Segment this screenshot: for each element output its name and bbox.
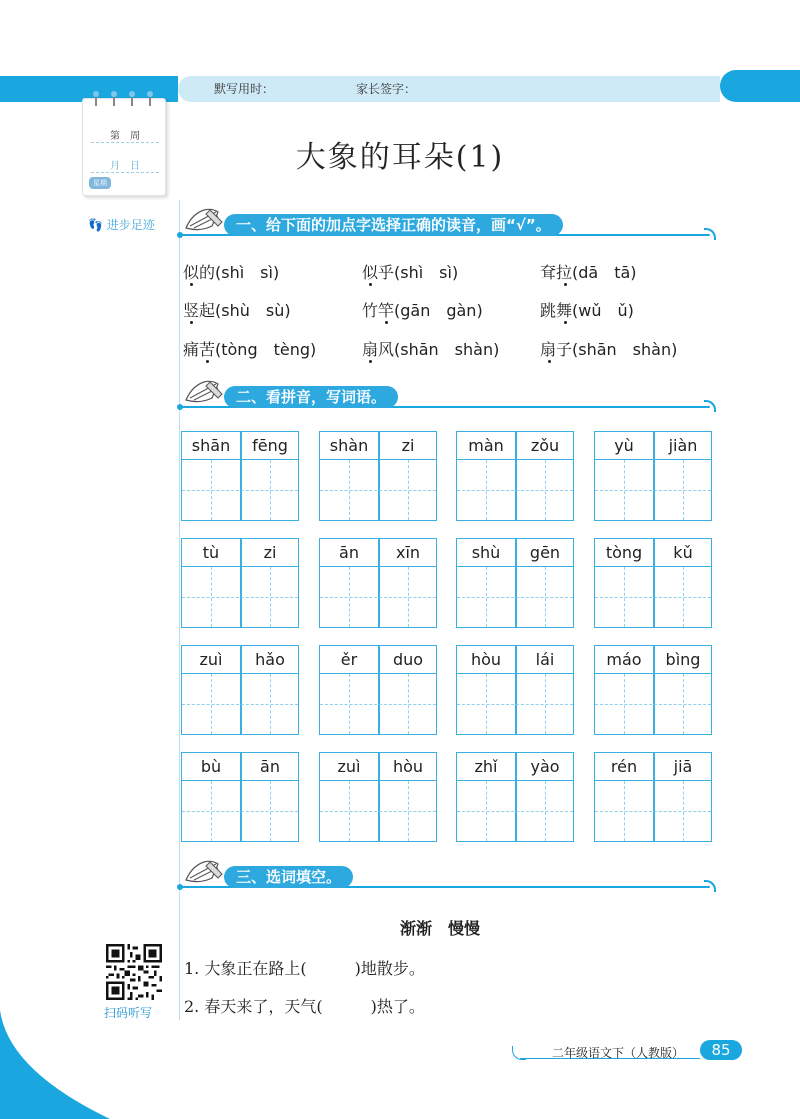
calendar-ring-icon bbox=[93, 91, 101, 107]
grid-guide bbox=[683, 460, 684, 520]
grid-guide bbox=[182, 811, 298, 812]
pronunciation-item: 竹竿(gān gàn) bbox=[362, 301, 483, 320]
writing-grid[interactable] bbox=[320, 460, 436, 520]
grid-guide bbox=[624, 460, 625, 520]
pinyin-box bbox=[456, 431, 574, 521]
grid-guide bbox=[270, 781, 271, 841]
pinyin-syllable: máo bbox=[606, 650, 642, 669]
dictation-time-label: 默写用时： bbox=[214, 82, 275, 96]
grid-guide bbox=[486, 567, 487, 627]
pinyin-syllable: yù bbox=[614, 436, 634, 455]
pinyin-syllable: ān bbox=[260, 757, 280, 776]
calendar-ring-icon bbox=[111, 91, 119, 107]
grid-guide bbox=[408, 460, 409, 520]
writing-grid[interactable] bbox=[595, 567, 711, 627]
calendar-ring-icon bbox=[129, 91, 137, 107]
emphasis-dot bbox=[190, 321, 193, 324]
pinyin-box bbox=[319, 752, 437, 842]
grid-guide bbox=[349, 567, 350, 627]
pronunciation-item: 痛苦(tòng tèng) bbox=[183, 340, 317, 359]
writing-grid[interactable] bbox=[320, 674, 436, 734]
pinyin-syllable: rén bbox=[610, 757, 638, 776]
progress-footsteps bbox=[88, 216, 155, 233]
pinyin-row bbox=[595, 646, 711, 674]
pinyin-syllable: shù bbox=[471, 543, 501, 562]
pinyin-syllable: zi bbox=[401, 436, 415, 455]
grid-guide bbox=[595, 490, 711, 491]
pronunciation-item: 扇子(shān shàn) bbox=[540, 340, 678, 359]
pinyin-syllable: zi bbox=[263, 543, 277, 562]
pinyin-syllable: bù bbox=[200, 757, 222, 776]
emphasis-dot bbox=[564, 283, 567, 286]
pinyin-box bbox=[456, 645, 574, 735]
pinyin-syllable: shān bbox=[191, 436, 231, 455]
grid-guide bbox=[545, 567, 546, 627]
pinyin-syllable: zuì bbox=[337, 757, 361, 776]
pinyin-syllable: fēng bbox=[252, 436, 288, 455]
grid-guide bbox=[270, 460, 271, 520]
pinyin-syllable: duo bbox=[392, 650, 424, 669]
grid-guide bbox=[320, 490, 436, 491]
pencil-icon bbox=[182, 858, 226, 888]
top-bar-right bbox=[720, 70, 800, 102]
pinyin-syllable: zuì bbox=[199, 650, 223, 669]
grid-guide bbox=[349, 460, 350, 520]
grid-guide bbox=[182, 597, 298, 598]
pinyin-syllable: gēn bbox=[529, 543, 561, 562]
grid-guide bbox=[595, 597, 711, 598]
grid-guide bbox=[320, 597, 436, 598]
pronunciation-item: 耷拉(dā tā) bbox=[540, 263, 637, 282]
grid-guide bbox=[408, 674, 409, 734]
writing-grid[interactable] bbox=[595, 674, 711, 734]
grid-guide bbox=[595, 704, 711, 705]
pinyin-syllable: jiàn bbox=[668, 436, 698, 455]
grid-guide bbox=[182, 704, 298, 705]
page-number: 85 bbox=[700, 1040, 742, 1060]
word-choices: 渐渐 慢慢 bbox=[399, 919, 480, 938]
grid-guide bbox=[683, 781, 684, 841]
grid-guide bbox=[211, 781, 212, 841]
grid-guide bbox=[545, 781, 546, 841]
pinyin-syllable: yào bbox=[530, 757, 560, 776]
pinyin-box bbox=[181, 645, 299, 735]
qr-code-icon bbox=[106, 944, 162, 1000]
pinyin-syllable: jiā bbox=[673, 757, 693, 776]
writing-grid[interactable] bbox=[182, 567, 298, 627]
pencil-icon bbox=[182, 378, 226, 408]
corner-decoration bbox=[0, 1010, 110, 1119]
pronunciation-item: 竖起(shù sù) bbox=[183, 301, 291, 320]
calendar-weekday: 星期 bbox=[89, 177, 111, 189]
pinyin-syllable: hòu bbox=[392, 757, 424, 776]
emphasis-dot bbox=[548, 360, 551, 363]
emphasis-dot bbox=[385, 321, 388, 324]
grid-guide bbox=[683, 567, 684, 627]
grid-guide bbox=[408, 781, 409, 841]
grid-guide bbox=[349, 781, 350, 841]
pinyin-row bbox=[457, 646, 573, 674]
pinyin-syllable: tù bbox=[202, 543, 220, 562]
pronunciation-item: 跳舞(wǔ ǔ) bbox=[540, 301, 634, 320]
grid-guide bbox=[408, 567, 409, 627]
writing-grid[interactable] bbox=[595, 460, 711, 520]
grid-guide bbox=[486, 781, 487, 841]
grid-guide bbox=[624, 567, 625, 627]
grid-guide bbox=[270, 674, 271, 734]
page-title: 大象的耳朵(1) bbox=[295, 140, 505, 175]
pinyin-syllable: zhǐ bbox=[474, 757, 498, 776]
pinyin-box bbox=[456, 752, 574, 842]
section2-heading: 二、看拼音，写词语。 bbox=[224, 386, 398, 408]
grid-guide bbox=[683, 674, 684, 734]
grid-guide bbox=[457, 704, 573, 705]
pinyin-box bbox=[456, 538, 574, 628]
pinyin-syllable: màn bbox=[468, 436, 504, 455]
grid-guide bbox=[486, 460, 487, 520]
margin-line bbox=[179, 200, 180, 1020]
grid-guide bbox=[545, 460, 546, 520]
writing-grid[interactable] bbox=[457, 567, 573, 627]
pinyin-row bbox=[182, 646, 298, 674]
pinyin-syllable: tòng bbox=[605, 543, 643, 562]
pinyin-row bbox=[182, 432, 298, 460]
pronunciation-item: 扇风(shān shàn) bbox=[362, 340, 500, 359]
grid-guide bbox=[211, 674, 212, 734]
pinyin-row bbox=[595, 753, 711, 781]
pinyin-box bbox=[181, 431, 299, 521]
footprint-icon: 👣 bbox=[88, 218, 103, 232]
pinyin-row bbox=[320, 432, 436, 460]
grid-guide bbox=[624, 674, 625, 734]
pronunciation-item: 似的(shì sì) bbox=[183, 263, 280, 282]
pinyin-syllable: bìng bbox=[665, 650, 701, 669]
pinyin-box bbox=[594, 752, 712, 842]
grid-guide bbox=[595, 811, 711, 812]
pinyin-box bbox=[319, 431, 437, 521]
emphasis-dot bbox=[206, 360, 209, 363]
pinyin-row bbox=[457, 539, 573, 567]
grid-guide bbox=[320, 811, 436, 812]
pencil-icon bbox=[182, 206, 226, 236]
calendar-week: 第 周 bbox=[91, 127, 159, 143]
writing-grid[interactable] bbox=[320, 567, 436, 627]
writing-grid[interactable] bbox=[182, 781, 298, 841]
grid-guide bbox=[457, 490, 573, 491]
pinyin-syllable: hòu bbox=[470, 650, 502, 669]
section3-heading: 三、选词填空。 bbox=[224, 866, 353, 888]
section1-heading: 一、给下面的加点字选择正确的读音，画“√”。 bbox=[224, 214, 563, 236]
emphasis-dot bbox=[564, 321, 567, 324]
writing-grid[interactable] bbox=[182, 674, 298, 734]
pronunciation-item: 似乎(shì sì) bbox=[362, 263, 459, 282]
grid-guide bbox=[182, 490, 298, 491]
pinyin-syllable: lái bbox=[535, 650, 555, 669]
pinyin-row bbox=[320, 753, 436, 781]
grid-guide bbox=[211, 567, 212, 627]
pinyin-box bbox=[594, 538, 712, 628]
grid-guide bbox=[624, 781, 625, 841]
pinyin-syllable: ěr bbox=[340, 650, 358, 669]
grid-guide bbox=[457, 597, 573, 598]
qr-caption: 扫码听写 bbox=[104, 1006, 153, 1020]
grid-guide bbox=[486, 674, 487, 734]
grid-guide bbox=[349, 674, 350, 734]
pinyin-box bbox=[181, 752, 299, 842]
pinyin-row bbox=[182, 753, 298, 781]
grid-guide bbox=[457, 811, 573, 812]
emphasis-dot bbox=[190, 283, 193, 286]
calendar-date: 月 日 bbox=[91, 157, 159, 173]
pinyin-box bbox=[594, 645, 712, 735]
parent-signature-label: 家长签字： bbox=[356, 82, 417, 96]
pinyin-row bbox=[182, 539, 298, 567]
pinyin-syllable: shàn bbox=[329, 436, 369, 455]
pinyin-row bbox=[457, 753, 573, 781]
writing-grid[interactable] bbox=[182, 460, 298, 520]
writing-grid[interactable] bbox=[457, 674, 573, 734]
writing-grid[interactable] bbox=[320, 781, 436, 841]
grid-guide bbox=[545, 674, 546, 734]
grid-guide bbox=[270, 567, 271, 627]
pinyin-box bbox=[319, 538, 437, 628]
emphasis-dot bbox=[369, 360, 372, 363]
pinyin-syllable: xīn bbox=[395, 543, 421, 562]
writing-grid[interactable] bbox=[457, 781, 573, 841]
grid-guide bbox=[211, 460, 212, 520]
writing-grid[interactable] bbox=[457, 460, 573, 520]
emphasis-dot bbox=[369, 283, 372, 286]
pinyin-box bbox=[181, 538, 299, 628]
pinyin-row bbox=[595, 432, 711, 460]
fill-sentence-2: 2. 春天来了，天气( )热了。 bbox=[184, 997, 425, 1016]
pinyin-box bbox=[594, 431, 712, 521]
footsteps-label: 进步足迹 bbox=[106, 218, 155, 232]
pinyin-row bbox=[320, 539, 436, 567]
calendar-ring-icon bbox=[147, 91, 155, 107]
pinyin-syllable: hǎo bbox=[255, 650, 285, 669]
pinyin-syllable: kǔ bbox=[673, 543, 693, 562]
pinyin-syllable: ān bbox=[339, 543, 359, 562]
pinyin-box bbox=[319, 645, 437, 735]
writing-grid[interactable] bbox=[595, 781, 711, 841]
pinyin-row bbox=[595, 539, 711, 567]
footer-book-label: 二年级语文下（人教版） bbox=[552, 1046, 685, 1060]
pinyin-row bbox=[457, 432, 573, 460]
fill-sentence-1: 1. 大象正在路上( )地散步。 bbox=[184, 959, 425, 978]
pinyin-row bbox=[320, 646, 436, 674]
grid-guide bbox=[320, 704, 436, 705]
pinyin-syllable: zǒu bbox=[530, 436, 560, 455]
